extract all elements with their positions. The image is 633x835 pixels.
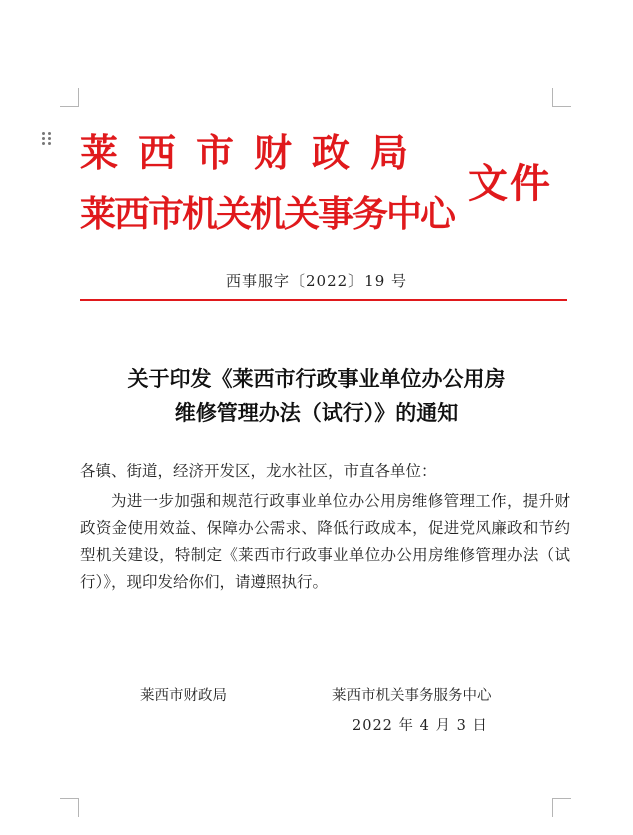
- salutation: 各镇、街道，经济开发区，龙水社区，市直各单位：: [80, 462, 437, 480]
- notice-title: [0, 362, 633, 430]
- issuer-name-line2: 莱西市机关机关事务中心: [80, 194, 455, 235]
- crop-mark-bottom-left: [60, 798, 79, 817]
- issue-date: 2022 年 4 月 3 日: [352, 718, 488, 734]
- document-type-label: 文件: [468, 161, 552, 207]
- crop-mark-top-left: [60, 88, 79, 107]
- signature-issuer-right: 莱西市机关事务服务中心: [332, 688, 492, 704]
- notice-body-paragraph: 为进一步加强和规范行政事业单位办公用房维修管理工作，提升财政资金使用效益、保障办公需求、降低行政成本，促进党风廉政和节约型机关建设，特制定《莱西市行政事业单位办公用房维修管理办法（试行）》，现印发给你们，请遵照执行。: [80, 492, 570, 591]
- red-divider: [80, 299, 567, 301]
- notice-title-line2: 维修管理办法（试行）》的通知: [174, 400, 459, 425]
- crop-mark-top-right: [552, 88, 571, 107]
- issuer-name-line1: 莱西市财政局: [80, 131, 429, 175]
- notice-title-line1: 关于印发《莱西市行政事业单位办公用房: [127, 366, 506, 391]
- crop-mark-bottom-right: [552, 798, 571, 817]
- signature-issuer-left: 莱西市财政局: [140, 688, 227, 704]
- document-number: 西事服字〔2022〕19 号: [225, 272, 408, 290]
- drag-handle-icon[interactable]: [42, 132, 52, 146]
